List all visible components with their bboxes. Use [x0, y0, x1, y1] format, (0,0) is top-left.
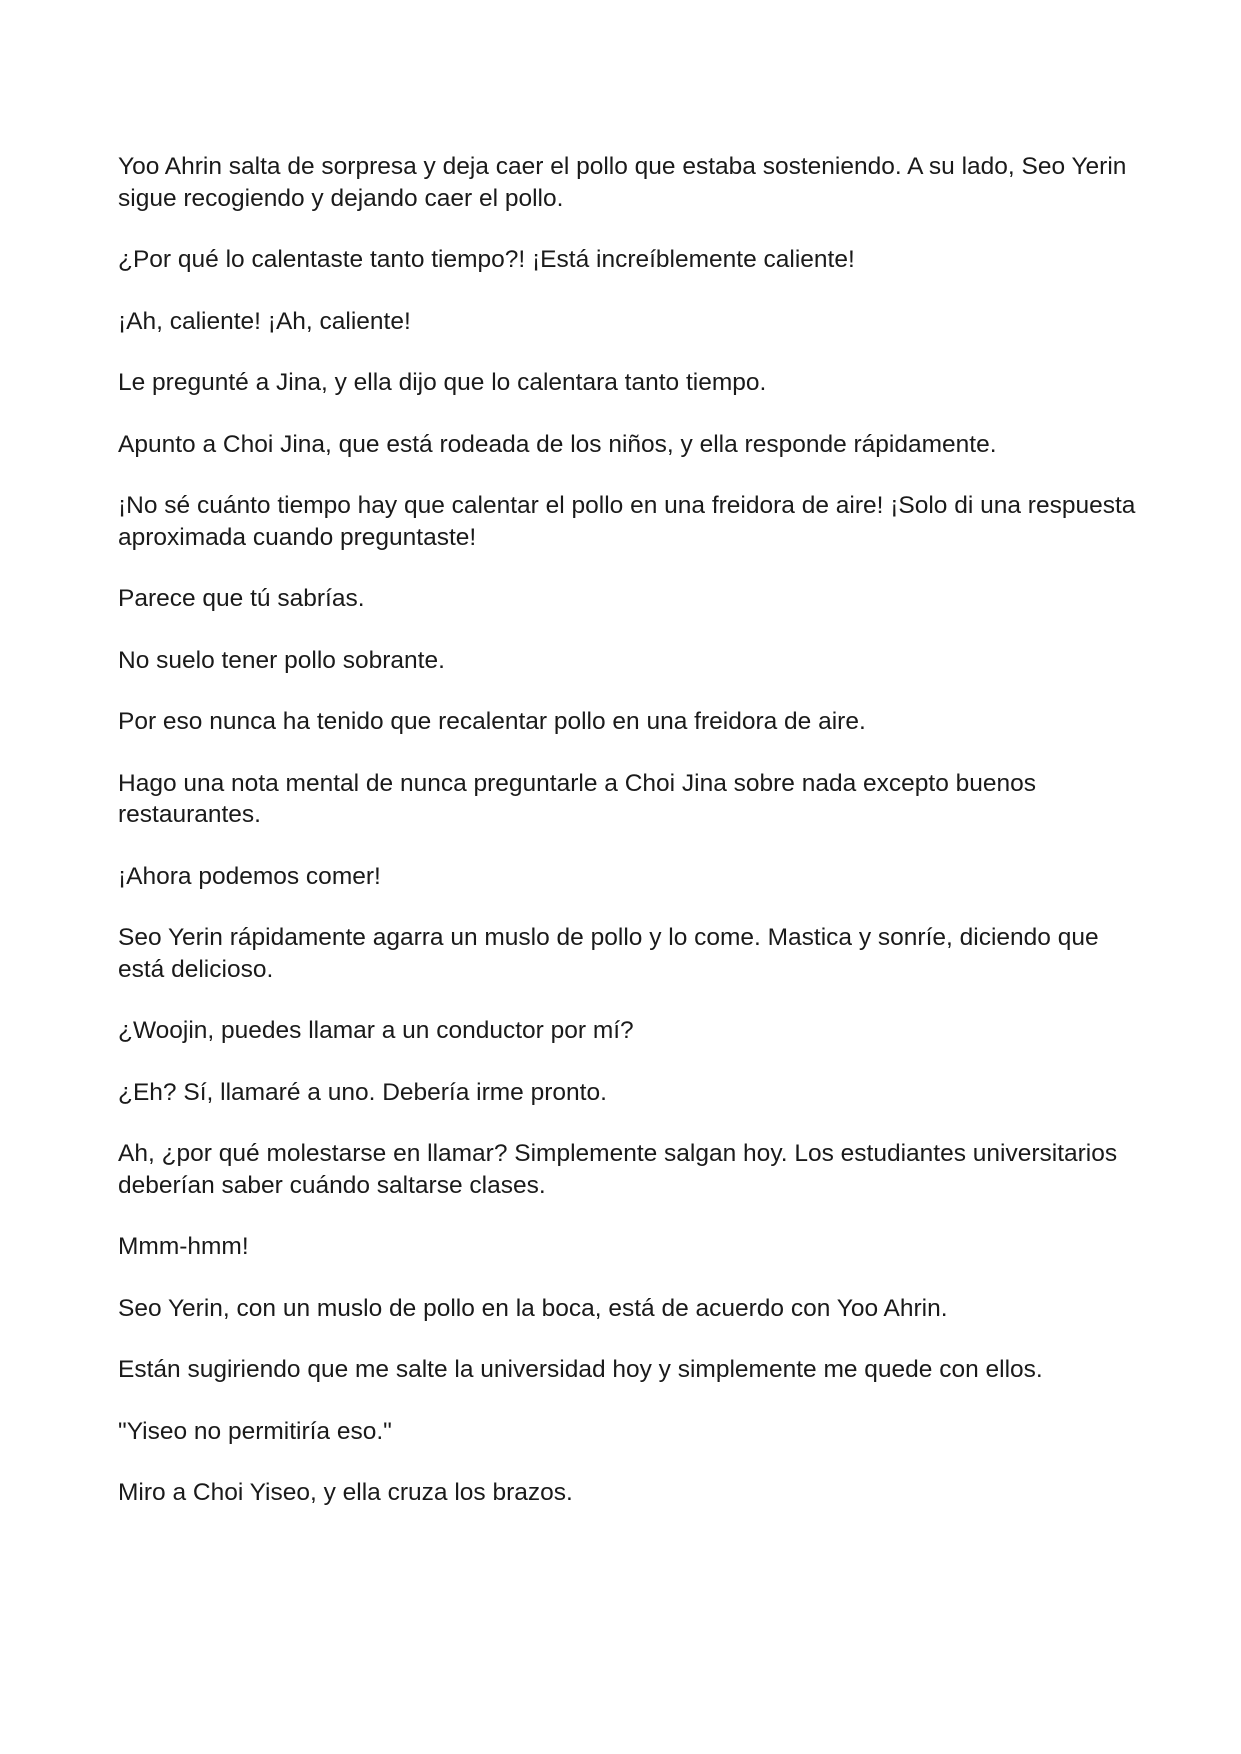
paragraph: Mmm-hmm! — [118, 1233, 249, 1260]
paragraph: Yoo Ahrin salta de sorpresa y deja caer el pollo que estaba sosteniendo. A su lado, Seo Yerin sigue recogiendo y dejando caer el pollo. — [118, 153, 1127, 212]
document-body — [118, 151, 1138, 1539]
paragraph: "Yiseo no permitiría eso." — [118, 1417, 392, 1445]
paragraph: ¿Por qué lo calentaste tanto tiempo?! ¡Está increíblemente caliente! — [118, 246, 855, 273]
paragraph: Le pregunté a Jina, y ella dijo que lo calentara tanto tiempo. — [118, 369, 767, 396]
paragraph: ¡Ah, caliente! ¡Ah, caliente! — [118, 307, 411, 335]
paragraph: ¿Woojin, puedes llamar a un conductor por mí? — [118, 1017, 634, 1044]
paragraph: Por eso nunca ha tenido que recalentar pollo en una freidora de aire. — [118, 708, 866, 735]
paragraph: No suelo tener pollo sobrante. — [118, 646, 445, 674]
paragraph: Ah, ¿por qué molestarse en llamar? Simplemente salgan hoy. Los estudiantes universitarios deberían saber cuándo saltarse clases. — [118, 1140, 1118, 1199]
paragraph: Están sugiriendo que me salte la universidad hoy y simplemente me quede con ellos. — [118, 1356, 1043, 1383]
paragraph: Hago una nota mental de nunca preguntarle a Choi Jina sobre nada excepto buenos restaurantes. — [118, 769, 1037, 828]
paragraph: ¡No sé cuánto tiempo hay que calentar el pollo en una freidora de aire! ¡Solo di una respuesta aproximada cuando preguntaste! — [118, 492, 1136, 551]
paragraph: Parece que tú sabrías. — [118, 585, 365, 612]
paragraph: Seo Yerin rápidamente agarra un muslo de pollo y lo come. Mastica y sonríe, diciendo que está delicioso. — [118, 924, 1099, 983]
paragraph: Apunto a Choi Jina, que está rodeada de los niños, y ella responde rápidamente. — [118, 430, 997, 458]
paragraph: Miro a Choi Yiseo, y ella cruza los brazos. — [118, 1479, 573, 1506]
paragraph: ¿Eh? Sí, llamaré a uno. Debería irme pronto. — [118, 1078, 607, 1106]
paragraph: Seo Yerin, con un muslo de pollo en la boca, está de acuerdo con Yoo Ahrin. — [118, 1294, 948, 1322]
paragraph: ¡Ahora podemos comer! — [118, 862, 381, 890]
